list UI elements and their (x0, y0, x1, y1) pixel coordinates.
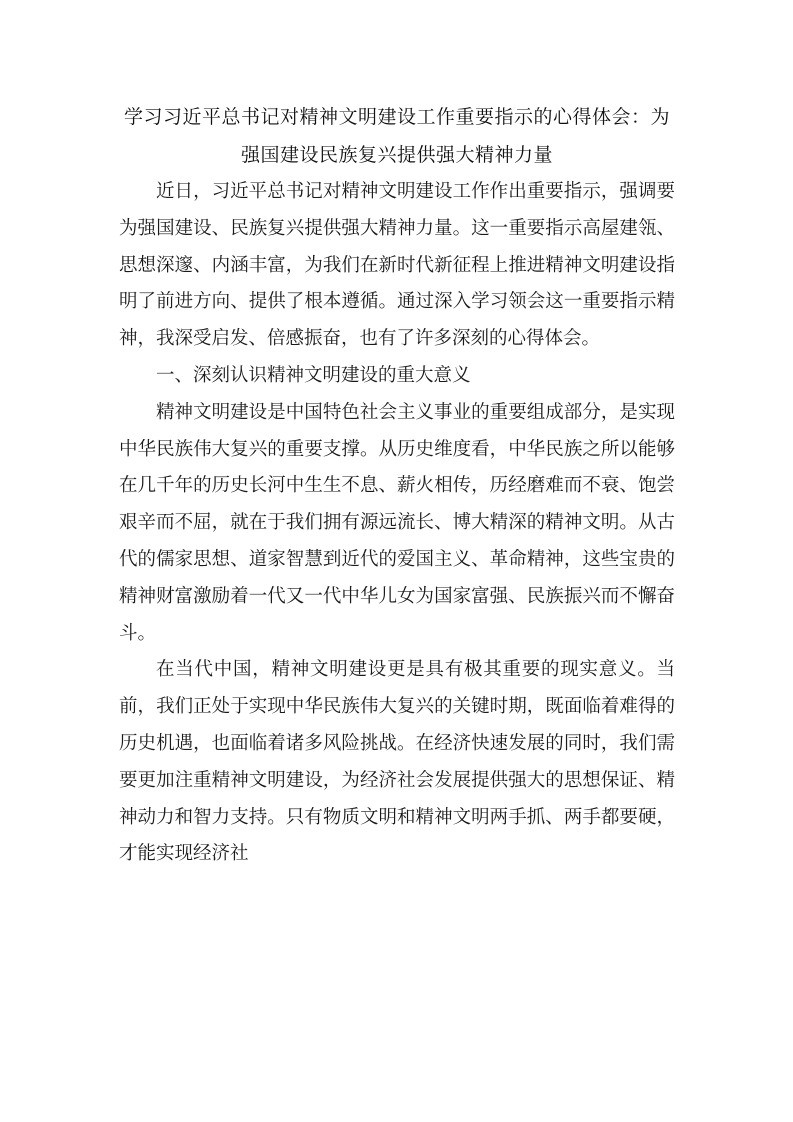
section-heading: 一、深刻认识精神文明建设的重大意义 (156, 364, 471, 386)
section-paragraph-2: 在当代中国，精神文明建设更是具有极其重要的现实意义。当前，我们正处于实现中华民族伟大复兴的关键时期，既面临着难得的历史机遇，也面临着诸多风险挑战。在经济快速发展的同时，我们需要更加注重精神文明建设，为经济社会发展提供强大的思想保证、精神动力和智力支持。只有物质文明和精神文明两手抓、两手都要硬，才能实现经济社 (119, 659, 675, 865)
document-title: 学习习近平总书记对精神文明建设工作重要指示的心得体会：为强国建设民族复兴提供强大精神力量 (123, 106, 670, 166)
section-paragraph-1: 精神文明建设是中国特色社会主义事业的重要组成部分，是实现中华民族伟大复兴的重要支撑。从历史维度看，中华民族之所以能够在几千年的历史长河中生生不息、薪火相传，历经磨难而不衰、饱尝艰辛而不屈，就在于我们拥有源远流长、博大精深的精神文明。从古代的儒家思想、道家智慧到近代的爱国主义、革命精神，这些宝贵的精神财富激励着一代又一代中华儿女为国家富强、民族振兴而不懈奋斗。 (119, 401, 675, 644)
intro-paragraph: 近日，习近平总书记对精神文明建设工作作出重要指示，强调要为强国建设、民族复兴提供强大精神力量。这一重要指示高屋建瓴、思想深邃、内涵丰富，为我们在新时代新征程上推进精神文明建设指明了前进方向、提供了根本遵循。通过深入学习领会这一重要指示精神，我深受启发、倍感振奋，也有了许多深刻的心得体会。 (119, 181, 675, 350)
document-body (119, 98, 675, 873)
